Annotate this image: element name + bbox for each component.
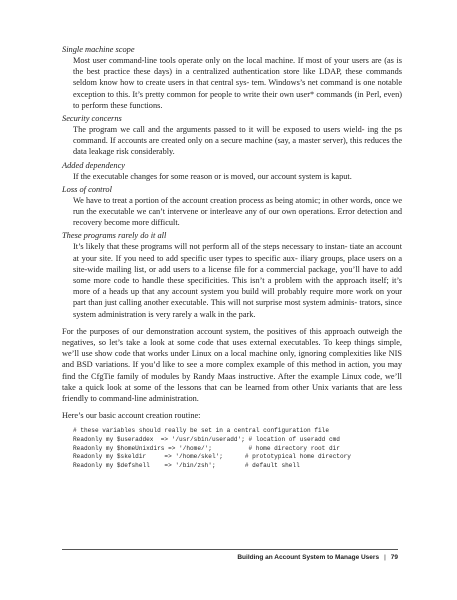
term-added-dependency: Added dependency — [62, 160, 126, 170]
text-line: We have to treat a portion of the account creation process as being atomic; in other — [73, 195, 349, 205]
footer-separator: | — [384, 554, 386, 561]
page-body — [62, 44, 402, 470]
text-line: operations. Error detection and recovery become more difficult. — [73, 207, 403, 228]
text-line: tem. Windows’s net command is one notable exception to this. It’s pretty common — [73, 78, 403, 99]
term-security-concerns: Security concerns — [62, 114, 122, 124]
code-line: # these variables should really be set in a central configuration file — [73, 427, 329, 435]
text-line: iliary groups, place users on a site-wide mailing list, or add users to a license file — [73, 253, 403, 274]
text-line: complex example of this method in action, you may find the CfgTie family of modules — [62, 360, 403, 381]
text-line: Most user command-line tools operate only on the local machine. If most of your — [73, 56, 350, 65]
text-line: The program we call and the arguments passed to it will be exposed to users wield- — [73, 125, 365, 135]
paragraph-routine-intro — [62, 410, 402, 421]
text-line: ing the ps command. If accounts are created only on a secure machine (say, a master — [73, 125, 402, 146]
text-line: like LDAP, these commands seldom know how to create users in that central sys- — [73, 67, 402, 88]
text-line: by Randy Maas instructive. After the example Linux code, we’ll take a quick look at — [62, 371, 402, 392]
page-footer — [62, 549, 398, 561]
term-these-programs-rarely-do-it-all: These programs rarely do it all — [62, 231, 167, 241]
text-line: than just calling another executable. This will not surprise most system adminis- — [88, 298, 358, 308]
text-line: only, ignoring complexities like NIS and BSD variations. If you’d like to see a more — [62, 349, 403, 370]
code-line: Readonly my $useraddex => '/usr/sbin/useradd'; # location of useradd cmd — [73, 436, 340, 444]
page-number: 79 — [390, 554, 398, 561]
text-line: Here’s our basic account creation routine: — [62, 411, 201, 421]
text-line: words, once we run the executable we can’t intervene or interleave any of our own — [73, 195, 403, 217]
text-line: to command-line administration. — [90, 394, 199, 404]
text-line: that any account system you build will probably require more work on your part — [73, 287, 403, 308]
text-line: It’s likely that these programs will not perform all of the steps necessary to instan- — [73, 242, 348, 252]
text-line: for a commercial package, you’ll have to add some more code to handle these — [73, 264, 402, 286]
text-line: To keep things simple, we’ll use show code that works under Linux on a local machine — [62, 338, 402, 359]
code-line: Readonly my $skeldir => '/home/skel'; # prototypical home directory — [73, 453, 351, 461]
text-line: specificities. This isn’t a problem with the approach itself; it’s more of a heads up — [73, 276, 402, 297]
paragraph-demonstration-system — [62, 326, 402, 404]
text-line: trators, since system administration is very rarely a walk in the park. — [73, 298, 402, 319]
text-line: some of the lessons that can be learned from other Unix variants that are less friendly — [62, 382, 402, 404]
definition-added-dependency — [73, 171, 402, 182]
text-line: If the executable changes for some reason or is moved, our account system is kaput. — [73, 171, 352, 181]
definition-single-machine-scope — [73, 55, 402, 111]
text-line: tiate an account at your site. If you need to add specific user types to specific aux- — [73, 242, 403, 263]
term-single-machine-scope: Single machine scope — [62, 45, 135, 54]
definition-security-concerns — [73, 124, 402, 158]
term-loss-of-control: Loss of control — [62, 184, 112, 194]
text-line: server), this reduces the data leakage risk considerably. — [73, 136, 402, 157]
code-line: Readonly my $defshell => '/bin/zsh'; # default shell — [73, 461, 300, 469]
footer-text — [237, 554, 398, 561]
text-line: functions. — [129, 100, 163, 110]
text-line: users are (as is the best practice these days) in a centralized authentication store — [73, 56, 402, 77]
text-line: outweigh the negatives, so let’s take a look at some code that uses external executables. — [62, 326, 403, 348]
text-line: For the purposes of our demonstration account system, the positives of this approach — [62, 326, 355, 336]
definition-these-programs-rarely-do-it-all — [73, 241, 402, 319]
definition-list — [62, 44, 402, 320]
code-listing — [73, 427, 402, 470]
code-line: Readonly my $homeUnixdirs => '/home/'; # home directory root dir — [73, 444, 340, 452]
running-title: Building an Account System to Manage Users — [237, 554, 380, 561]
definition-loss-of-control — [73, 195, 402, 229]
text-line: for people to write their own user* commands (in Perl, even) to perform these — [73, 89, 402, 110]
